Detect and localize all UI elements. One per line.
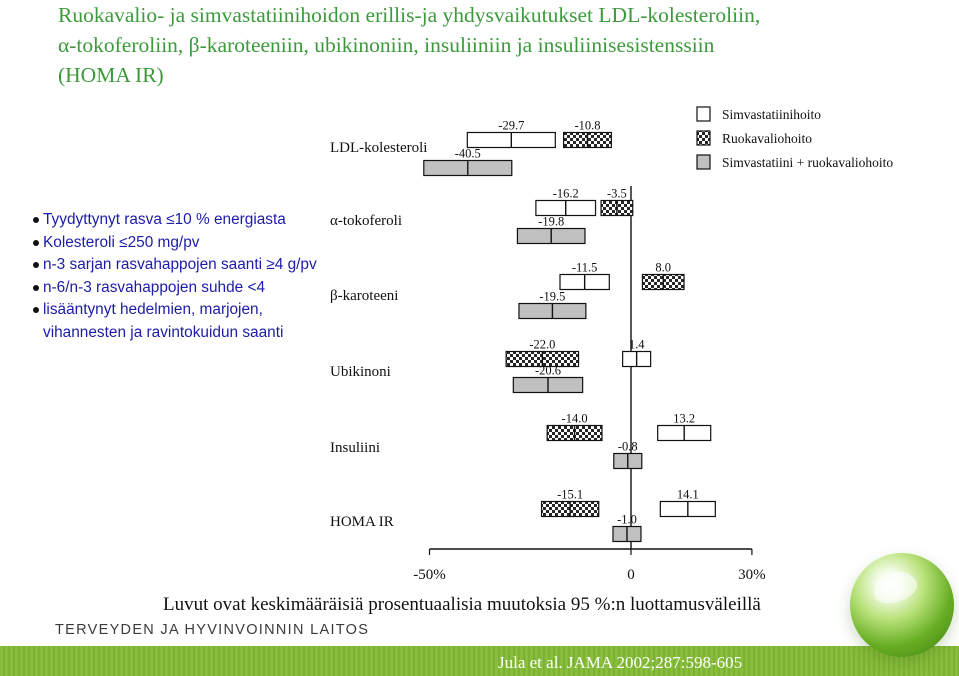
legend-label: Simvastatiini + ruokavaliohoito (722, 155, 894, 170)
bullet-item: lisääntynyt hedelmien, marjojen, vihannesten ja ravintokuidun saanti (32, 299, 322, 344)
legend-swatch-checkered (697, 131, 710, 145)
category-label: HOMA IR (330, 514, 394, 530)
value-label: -20.6 (534, 363, 562, 378)
reference-citation: Jula et al. JAMA 2002;287:598-605 (498, 653, 743, 672)
bullet-item: n-6/n-3 rasvahappojen suhde <4 (32, 277, 322, 300)
legend-swatch-gray (697, 155, 710, 169)
value-label: -11.5 (571, 260, 598, 275)
title-line-3: (HOMA IR) (58, 63, 164, 87)
value-label: 14.1 (676, 487, 699, 502)
x-tick-label: 0 (627, 567, 635, 583)
value-label: -14.0 (561, 411, 588, 426)
category-label: LDL-kolesteroli (330, 140, 428, 156)
value-label: -40.5 (454, 146, 481, 161)
category-label: β-karoteeni (330, 288, 399, 304)
decorative-orb-icon (850, 553, 954, 657)
value-label: 1.4 (628, 337, 645, 352)
legend-swatch-white (697, 107, 710, 121)
legend-label: Simvastatiinihoito (722, 107, 822, 122)
institute-name: TERVEYDEN JA HYVINVOINNIN LAITOS (55, 622, 370, 638)
value-label: -16.2 (552, 186, 579, 201)
value-label: 8.0 (655, 260, 672, 275)
bullet-item: Tyydyttynyt rasva ≤10 % energiasta (32, 209, 322, 232)
category-label: Insuliini (330, 440, 381, 456)
category-label: Ubikinoni (330, 364, 391, 380)
bottom-band (0, 646, 959, 676)
value-label: -19.8 (538, 214, 565, 229)
bullet-item: n-3 sarjan rasvahappojen saanti ≥4 g/pv (32, 254, 322, 277)
value-label: -0.8 (617, 439, 638, 454)
value-label: -3.5 (606, 186, 627, 201)
value-label: -15.1 (557, 487, 584, 502)
legend-label: Ruokavaliohoito (722, 131, 812, 146)
value-label: -19.5 (539, 289, 566, 304)
category-label: α-tokoferoli (330, 213, 403, 229)
value-label: -10.8 (574, 118, 601, 133)
value-label: -22.0 (529, 337, 556, 352)
value-label: 13.2 (673, 411, 696, 426)
title-line-1: Ruokavalio- ja simvastatiinihoidon erillis-ja yhdysvaikutukset LDL-kolesteroliin, (58, 3, 761, 27)
title-line-2: α-tokoferoliin, β-karoteeniin, ubikinoniin, insuliiniin ja insuliinisesistenssiin (58, 33, 715, 57)
x-tick-label: 30% (738, 567, 766, 583)
x-tick-label: -50% (413, 567, 446, 583)
bullet-item: Kolesteroli ≤250 mg/pv (32, 232, 322, 255)
value-label: -29.7 (498, 118, 525, 133)
footnote: Luvut ovat keskimääräisiä prosentuaalisia muutoksia 95 %:n luottamusväleillä (163, 594, 761, 615)
value-label: -1.0 (617, 512, 637, 527)
